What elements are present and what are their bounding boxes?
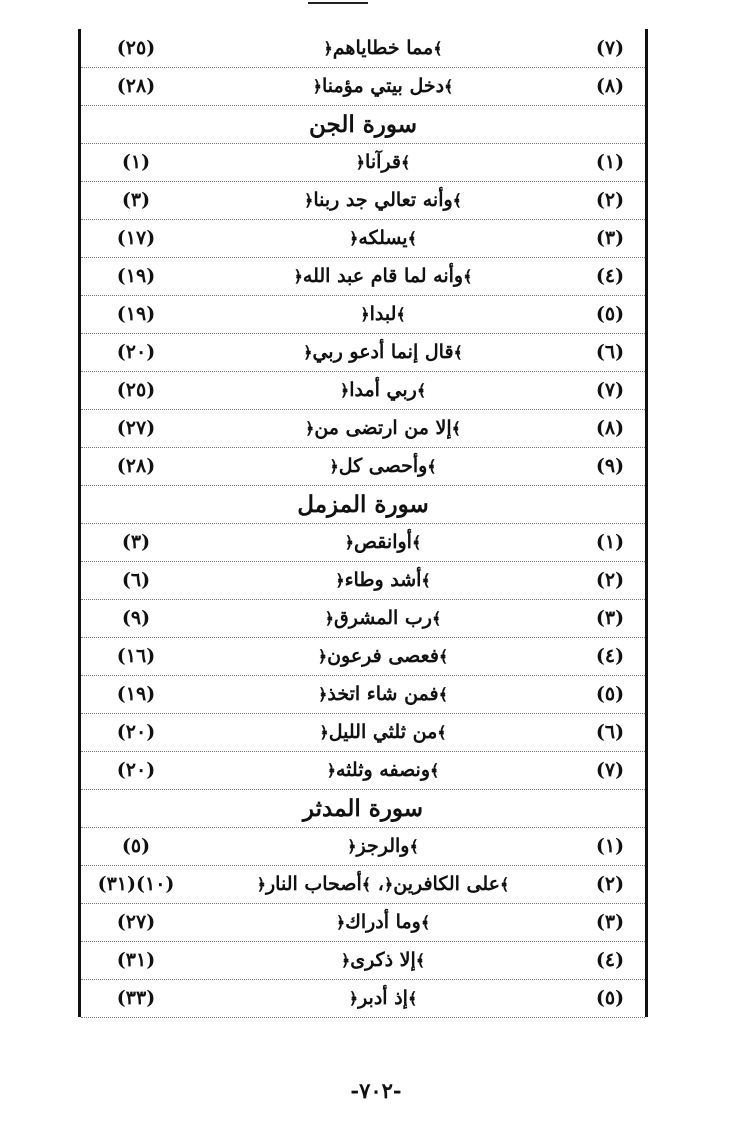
row-number: (٣) xyxy=(595,607,625,629)
quran-phrase xyxy=(191,379,575,401)
ornate-bracket-icon: ﴾ xyxy=(361,875,372,894)
quran-phrase xyxy=(191,455,575,477)
row-number: (١) xyxy=(595,531,625,553)
row-number: (٧) xyxy=(595,759,625,781)
ornate-bracket-icon: ﴾ xyxy=(433,39,443,58)
row-number: (٢) xyxy=(595,189,625,211)
phrase-text: من ثلثي الليل xyxy=(328,721,438,743)
phrase-text: وأحصى كل xyxy=(338,455,428,477)
quran-phrase xyxy=(191,37,575,59)
quran-phrase xyxy=(191,987,575,1009)
phrase-text-2: أصحاب النار xyxy=(266,873,362,895)
table-row xyxy=(81,295,645,334)
ornate-bracket-icon: ﴾ xyxy=(420,913,431,932)
ornate-bracket-icon: ﴾ xyxy=(427,457,437,476)
table-row xyxy=(81,29,645,68)
phrase-text: على الكافرين xyxy=(393,873,500,895)
row-number: (٤) xyxy=(595,265,625,287)
ornate-bracket-icon: ﴾ xyxy=(499,875,510,894)
table-row xyxy=(81,903,645,942)
page-number: -٧٠٢- xyxy=(350,1078,402,1103)
quran-phrase xyxy=(191,683,575,705)
ornate-bracket-icon: ﴿ xyxy=(304,419,315,438)
ornate-bracket-icon: ﴿ xyxy=(344,533,355,552)
row-number: (٥) xyxy=(595,303,625,325)
phrase-text: قرآنا xyxy=(365,151,401,173)
row-number: (٥) xyxy=(595,987,625,1009)
verse-number: (١٠)(٣١) xyxy=(97,873,175,895)
quran-phrase xyxy=(191,227,575,249)
verse-number: (٢٠) xyxy=(116,721,156,743)
row-number: (١) xyxy=(595,151,625,173)
phrase-text: والرجز xyxy=(356,835,410,857)
index-rows xyxy=(81,29,645,1017)
ornate-bracket-icon: ﴿ xyxy=(329,457,339,476)
row-number: (٨) xyxy=(595,417,625,439)
phrase-text: مما خطاياهم xyxy=(332,37,434,59)
verse-number: (٣) xyxy=(121,189,151,211)
table-row xyxy=(81,751,645,790)
quran-phrase xyxy=(191,721,575,743)
verse-number: (٥) xyxy=(121,835,151,857)
row-number: (٨) xyxy=(595,75,625,97)
phrase-text: فمن شاء اتخذ xyxy=(327,683,439,705)
quran-phrase xyxy=(191,759,575,781)
table-row xyxy=(81,67,645,106)
ornate-bracket-icon: ﴿ xyxy=(323,39,333,58)
table-row xyxy=(81,941,645,980)
quran-phrase xyxy=(191,341,575,363)
phrase-text: دخل بيتي مؤمنا xyxy=(321,75,445,97)
verse-number: (١٩) xyxy=(116,683,156,705)
ornate-bracket-icon: ﴾ xyxy=(453,343,463,362)
ornate-bracket-icon: ﴾ xyxy=(438,685,448,704)
table-row xyxy=(81,561,645,600)
table-row xyxy=(81,143,645,182)
quran-phrase: ﴾على الكافرين﴿، ﴾أصحاب النار﴿ xyxy=(256,873,510,895)
ornate-bracket-icon: ﴿ xyxy=(319,723,329,742)
phrase-text: فعصى فرعون xyxy=(327,645,439,667)
phrase-text: قال إنما أدعو ربي xyxy=(312,341,454,363)
verse-number: (٢٠) xyxy=(116,341,156,363)
quran-phrase xyxy=(191,569,575,591)
verse-number: (٢٧) xyxy=(116,911,156,933)
ornate-bracket-icon: ﴿ xyxy=(318,685,328,704)
ornate-bracket-icon: ﴾ xyxy=(400,153,411,172)
surah-heading: سورة الجن xyxy=(81,105,645,144)
table-row xyxy=(81,257,645,296)
verse-number: (١٩) xyxy=(116,265,156,287)
ornate-bracket-icon: ﴾ xyxy=(451,419,462,438)
verse-number: (٢٥) xyxy=(116,37,156,59)
phrase-text: إلا ذكرى xyxy=(350,949,416,971)
ornate-bracket-icon: ﴿ xyxy=(312,77,322,96)
table-row xyxy=(81,979,645,1018)
quran-phrase xyxy=(191,645,575,667)
table-row xyxy=(81,713,645,752)
verse-number: (٩) xyxy=(121,607,151,629)
verse-number: (٢٨) xyxy=(116,75,156,97)
verse-number: (٣) xyxy=(121,531,151,553)
ornate-bracket-icon: ﴿ xyxy=(339,381,350,400)
verse-number: (٢٨) xyxy=(116,455,156,477)
row-number: (٤) xyxy=(595,645,625,667)
quran-phrase xyxy=(191,949,575,971)
ornate-bracket-icon: ﴾ xyxy=(452,191,463,210)
quran-phrase xyxy=(191,75,575,97)
ornate-bracket-icon: ﴾ xyxy=(411,533,422,552)
phrase-text: وأنه لما قام عبد الله xyxy=(302,265,464,287)
quran-phrase xyxy=(191,911,575,933)
ornate-bracket-icon: ﴾ xyxy=(407,989,418,1008)
table-row xyxy=(81,371,645,410)
ornate-bracket-icon: ﴿ xyxy=(349,229,359,248)
phrase-text: وما أدراك xyxy=(345,911,421,933)
ornate-bracket-icon: ﴿ xyxy=(340,951,351,970)
row-number: (٦) xyxy=(595,721,625,743)
ornate-bracket-icon: ﴾ xyxy=(409,837,419,856)
verse-number: (٣٣) xyxy=(116,987,156,1009)
verse-number: (١) xyxy=(121,151,151,173)
row-number: (٣) xyxy=(595,911,625,933)
row-number: (٣) xyxy=(595,227,625,249)
surah-heading: سورة المدثر xyxy=(81,789,645,828)
ornate-bracket-icon: ﴿ xyxy=(293,267,303,286)
phrase-text: وأنه تعالي جد ربنا xyxy=(313,189,453,211)
row-number: (٢) xyxy=(595,569,625,591)
ornate-bracket-icon: ﴿ xyxy=(347,837,357,856)
ornate-bracket-icon: ﴿ xyxy=(303,343,313,362)
phrase-text: إذ أدبر xyxy=(358,987,408,1009)
ornate-bracket-icon: ﴾ xyxy=(416,381,427,400)
verse-number: (١٧) xyxy=(116,227,156,249)
ornate-bracket-icon: ﴾ xyxy=(437,723,447,742)
phrase-text: إلا من ارتضى من xyxy=(314,417,452,439)
ornate-bracket-icon: ﴾ xyxy=(396,305,406,324)
index-table xyxy=(78,29,648,1017)
ornate-bracket-icon: ﴿ xyxy=(355,153,366,172)
table-row xyxy=(81,637,645,676)
table-row xyxy=(81,447,645,486)
verse-number: (٢٠) xyxy=(116,759,156,781)
phrase-text: أشد وطاء xyxy=(344,569,422,591)
table-row xyxy=(81,333,645,372)
ornate-bracket-icon: ﴿ xyxy=(256,875,266,894)
verse-number: (٦) xyxy=(121,569,151,591)
ornate-bracket-icon: ﴿ xyxy=(383,875,394,894)
row-number: (٥) xyxy=(595,683,625,705)
quran-phrase xyxy=(191,417,575,439)
ornate-bracket-icon: ﴿ xyxy=(303,191,314,210)
quran-phrase xyxy=(191,303,575,325)
ornate-bracket-icon: ﴿ xyxy=(324,609,335,628)
quran-phrase xyxy=(191,189,575,211)
ornate-bracket-icon: ﴾ xyxy=(431,609,442,628)
verse-number: (٢٥) xyxy=(116,379,156,401)
row-number: (٤) xyxy=(595,949,625,971)
table-row xyxy=(81,523,645,562)
ornate-bracket-icon: ﴿ xyxy=(348,989,359,1008)
ornate-bracket-icon: ﴿ xyxy=(317,647,328,666)
phrase-text: أوانقص xyxy=(354,531,412,553)
quran-phrase xyxy=(191,151,575,173)
ornate-bracket-icon: ﴾ xyxy=(444,77,454,96)
row-number: (٧) xyxy=(595,379,625,401)
row-number: (٢) xyxy=(595,873,625,895)
row-number: (١) xyxy=(595,835,625,857)
verse-number: (٣١) xyxy=(116,949,156,971)
ornate-bracket-icon: ﴿ xyxy=(360,305,370,324)
verse-number: (١٩) xyxy=(116,303,156,325)
ornate-bracket-icon: ﴾ xyxy=(430,761,440,780)
row-number: (٧) xyxy=(595,37,625,59)
row-number: (٩) xyxy=(595,455,625,477)
top-rule xyxy=(308,2,368,4)
ornate-bracket-icon: ﴾ xyxy=(463,267,473,286)
verse-number: (٢٧) xyxy=(116,417,156,439)
ornate-bracket-icon: ﴿ xyxy=(335,571,345,590)
table-row xyxy=(81,219,645,258)
table-row xyxy=(81,409,645,448)
ornate-bracket-icon: ﴾ xyxy=(421,571,431,590)
ornate-bracket-icon: ﴿ xyxy=(326,761,336,780)
table-row xyxy=(81,827,645,866)
table-row xyxy=(81,865,645,904)
verse-number: (١٦) xyxy=(116,645,156,667)
quran-phrase xyxy=(191,265,575,287)
phrase-text: ربي أمدا xyxy=(349,379,417,401)
quran-phrase xyxy=(191,531,575,553)
ornate-bracket-icon: ﴿ xyxy=(335,913,346,932)
phrase-text: رب المشرق xyxy=(334,607,432,629)
row-number: (٦) xyxy=(595,341,625,363)
quran-phrase xyxy=(191,835,575,857)
ornate-bracket-icon: ﴾ xyxy=(438,647,449,666)
table-row xyxy=(81,599,645,638)
ornate-bracket-icon: ﴾ xyxy=(407,229,417,248)
table-row xyxy=(81,675,645,714)
phrase-text: يسلكه xyxy=(358,227,408,249)
surah-heading: سورة المزمل xyxy=(81,485,645,524)
phrase-text: لبدا xyxy=(369,303,397,325)
ornate-bracket-icon: ﴾ xyxy=(415,951,426,970)
quran-phrase xyxy=(191,607,575,629)
phrase-text: ونصفه وثلثه xyxy=(335,759,431,781)
table-row xyxy=(81,181,645,220)
right-border-line xyxy=(645,29,648,1017)
